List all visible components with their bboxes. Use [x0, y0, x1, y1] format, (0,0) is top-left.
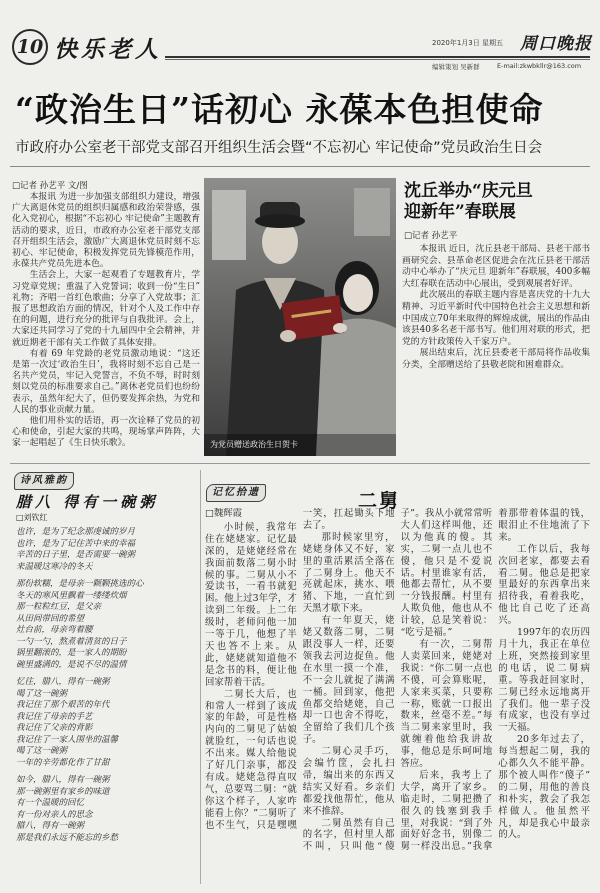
essay-byline: □魏辉霞 — [205, 508, 242, 519]
side-article-body — [402, 244, 590, 372]
essay-column-tag: 记忆拾遗 — [206, 484, 266, 502]
poem-body — [16, 527, 196, 850]
photo-caption: 为党员赠送政治生日贺卡 — [210, 440, 298, 449]
side-paragraph: 展出结束后，沈丘县委老干部局将作品收集分类，全部赠送给了县敬老院和困难群众。 — [402, 348, 590, 370]
lead-photo — [204, 178, 396, 456]
section-title: 快乐老人 — [54, 36, 162, 63]
poem-line: 锅里翻滚的，是一家人的期盼 — [16, 648, 127, 658]
poem-title: 腊八 得有一碗粥 — [16, 493, 159, 511]
poem-line: 我记住了那个艰苦的年代 — [16, 700, 110, 710]
side-headline — [404, 181, 533, 223]
poem-line: 喝了这一碗粥 — [16, 746, 68, 756]
page-number-badge: 10 — [12, 29, 48, 65]
poem-line: 灶台前，母亲弯着腰 — [16, 625, 93, 635]
woman-face — [343, 274, 373, 312]
poem-stanza — [16, 579, 196, 671]
newspaper-logo: 周口晚报 — [520, 34, 592, 54]
essay-body — [205, 508, 590, 882]
essay-paragraph: 工作以后，我每次回老家，都要去看看二舅。他总是把家里最好的东西拿出来招待我，看着我吃，他比自己吃了还高兴。 — [498, 543, 590, 627]
poem-line: 忆往，腊八，得有一碗粥 — [16, 677, 110, 687]
wall-frame — [354, 188, 390, 236]
poem-stanza — [16, 677, 196, 769]
poem-line: 那一粒粒红豆，是父亲 — [16, 602, 102, 612]
poem-byline: □刘钦红 — [16, 513, 48, 522]
poem-line: 一勺一勺，熬煮着清贫的日子 — [16, 636, 127, 647]
poem-line: 来温暖这寒冷的冬天 — [16, 561, 93, 572]
woman-hand — [333, 323, 347, 333]
essay-title: 二舅 — [358, 490, 401, 512]
poem-line: 我记住了一家人围坐的温馨 — [16, 734, 119, 745]
essay-paragraph: 1997年的农历四月十九，我正在单位上班，突然接到家里的电话，说二舅病重。等我赶回家时，二舅已经永远地离开了我们。他一辈子没有成家，也没有享过一天福。 — [498, 627, 590, 734]
side-byline: □记者 孙艺平 — [404, 231, 458, 241]
lead-article-body — [12, 192, 200, 450]
lead-paragraph: 本报讯 为进一步加强支部组织力建设，增强广大离退休党员的组织归属感和政治荣誉感，强化入党初心，根据“不忘初心 牢记使命”主题教育活动的要求，近日，市政府办公室老干部党支部召开组织生活会，激励广大离退休党员时刻不忘初心、牢记使命，积极发挥党员先锋模范作用，永葆共产党员先进本色。 — [12, 192, 200, 270]
header-rule-thin — [165, 59, 590, 60]
essay-paragraph: 后来，我考上了大学，离开了家乡。临走时，二舅把攒了很久的钱塞到我手里，对我说：“到了外面好好念书，别像二舅一样没出息。”我拿着那带着体温的钱，眼泪止不住地流了下来。 — [400, 508, 590, 853]
lead-byline: □记者 孙艺平 文/图 — [12, 181, 88, 191]
poem-line: 如今，腊八，得有一碗粥 — [16, 775, 110, 785]
poem-line: 碗里盛满的，是说不尽的温情 — [16, 659, 127, 670]
essay-paragraph: 二舅长大后，也和常人一样到了该成家的年龄，可是性格内向的二舅见了姑娘就脸红，一句话也说不出来。媒人给他说了好几门亲事，都没有成。姥姥急得直叹气，总要骂二舅：“就你这个样子，人家咋能看上你？”二舅听了也不生气，只是嘿嘿一笑，扛起锄头下地去了。 — [205, 508, 395, 831]
lead-paragraph: 有着 69 年党龄的老党员激动地说：“这还是第一次过‘政治生日’，我将时刻不忘自己是一名共产党员，牢记入党誓言，不负不辱，时时刻刻以党员的标准要求自己。”离休老党员们也纷纷表示，虽然年纪大了，但仍要发挥余热，为党和人民的事业贡献力量。 — [12, 348, 200, 415]
lead-paragraph: 他们用朴实的话语，再一次诠释了党员的初心和使命，引起大家的共鸣，现场掌声阵阵，大家一起唱起了《生日快乐歌》。 — [12, 416, 200, 449]
poem-stanza — [16, 775, 196, 844]
man-hand — [280, 330, 296, 342]
poem-line: 一年的辛劳都化作了甘甜 — [16, 757, 110, 768]
editor-email: E-mail:zkwbkllr@163.com — [497, 62, 582, 70]
poem-line: 那是我们永远不能忘的乡愁 — [16, 832, 119, 843]
wall-scroll — [212, 190, 246, 260]
poem-line: 有一份对亲人的思念 — [16, 809, 93, 820]
essay-paragraph: 有一年夏天，姥姥又数落二舅，二舅跟没事人一样，还要领我去河边捉鱼。他在水里一摸一个准，不一会儿就捉了满满一桶。回到家，他把鱼都交给姥姥，自己却一口也舍不得吃，全留给了我们几个孩子。 — [302, 615, 395, 746]
side-paragraph: 本报讯 近日，沈丘县老干部局、县老干部书画研究会、县革命老区促进会在沈丘县老干部活动中心举办了“庆元旦 迎新年”春联展，400多幅大红春联在活动中心展出，受到观展者好评。 — [402, 244, 590, 289]
headline-rule — [10, 166, 590, 167]
poem-line: 从田间带回的希望 — [16, 613, 85, 624]
header-rule — [165, 56, 590, 58]
essay-paragraph: 二舅虽然有自己的名字，但村里人都不叫，只叫他“傻子”。我从小就常常听大人们这样叫他，还以为他真的傻。其实，二舅一点儿也不傻，他只是不爱说话。村里谁家有活，他都去帮忙，从不要一分钱报酬。村里有人欺负他，他也从不计较，总是笑着说：“吃亏是福。” — [302, 508, 493, 853]
column-divider — [200, 470, 201, 884]
lead-paragraph: 生活会上，大家一起观看了专题教育片，学习党章党规；重温了入党誓词；收到一份“生日”礼物；齐唱一首红色歌曲；分享了入党故事；汇报了思想政治方面的情况，针对个人及工作中存在的问题，进行充分的批评与自我批评。会上，大家还共同学习了党的十九届四中全会精神，并就近期老干部有关工作做了具体安排。 — [12, 270, 200, 348]
poem-line: 喝了这一碗粥 — [16, 688, 68, 699]
essay-paragraph: 20多年过去了，每当想起二舅，我的心都久久不能平静。那个被人叫作“傻子”的二舅，用他的善良和朴实，教会了我怎样做人。他虽然平凡，却是我心中最亲的人。 — [498, 734, 590, 841]
essay-paragraph: 那时候家里穷，姥姥身体又不好，家里的重活累活全落在了二舅身上。他天不亮就起床，挑水、喂猪、下地，一直忙到天黑才歇下来。 — [302, 531, 395, 615]
poem-stanza — [16, 527, 196, 573]
poem-line: 那一碗粥里有家乡的味道 — [16, 786, 110, 797]
issue-date: 2020年1月3日 星期五 — [432, 39, 503, 47]
poem-line: 腊八，得有一碗粥 — [16, 821, 85, 831]
essay-paragraph: 小时候，我常年住在姥姥家。记忆最深的，是姥姥经常在我面前数落二舅小时候的事。二舅从小不爱读书，一看书就犯困。他上过3年学，才读到二年级。上二年级时，老师问他一加一等于几，他想了半天也答不上来。从此，姥姥就知道他不是念书的料，便让他回家帮着干活。 — [205, 521, 297, 688]
poem-line: 我记住了母亲的手艺 — [16, 711, 93, 722]
poem-line: 也许，是为了记住苦中来的幸福 — [16, 538, 136, 549]
side-headline-line: 迎新年”春联展 — [404, 202, 516, 222]
essay-paragraph: 二舅心灵手巧，会编竹筐，会扎扫帚，编出来的东西又结实又好看。乡亲们都爱找他帮忙，他从来不推辞。 — [302, 746, 395, 817]
poem-line: 有一个温暖的回忆 — [16, 798, 85, 808]
lead-subheadline: 市政府办公室老干部党支部召开组织生活会暨“不忘初心 牢记使命”党员政治生日会 — [15, 140, 543, 156]
poem-line: 我记住了父亲的背影 — [16, 723, 93, 733]
poem-line: 辛苦的日子里，是否需要一碗粥 — [16, 550, 136, 560]
lead-photo-illustration — [204, 178, 396, 456]
poem-line: 也许，是为了纪念那虔诚的岁月 — [16, 527, 136, 537]
side-headline-line: 沈丘举办“庆元旦 — [404, 181, 533, 201]
man-hat-brim — [255, 214, 305, 228]
poem-line: 冬天的寒风里飘着一缕缕炊烟 — [16, 590, 127, 601]
side-paragraph: 此次展出的春联主题内容是喜庆党的十九大精神、习近平新时代中国特色社会主义思想和新中国成立70年来取得的辉煌成就，展出的作品由该县40多名老干部书写。他们用对联的形式，把党的方针政策传入千家万户。 — [402, 290, 590, 347]
section-divider — [10, 463, 590, 464]
poem-line: 那份软糯，是母亲一颗颗挑选的心 — [16, 579, 144, 589]
essay-paragraph: 有一次，二舅帮人卖菜回来，姥姥对我说：“你二舅一点也不傻，可会算账呢，人家来买菜，只要称一称，账就一口报出数来，丝毫不差。”每当二舅来家里时，我就缠着他给我讲故事，他总是乐呵呵地答应。 — [400, 638, 493, 770]
editor-credit: 编辑策划 吴新群 — [432, 63, 480, 71]
poem-column-tag: 诗风雅韵 — [14, 472, 74, 490]
lead-headline: “政治生日”话初心 永葆本色担使命 — [15, 90, 544, 129]
